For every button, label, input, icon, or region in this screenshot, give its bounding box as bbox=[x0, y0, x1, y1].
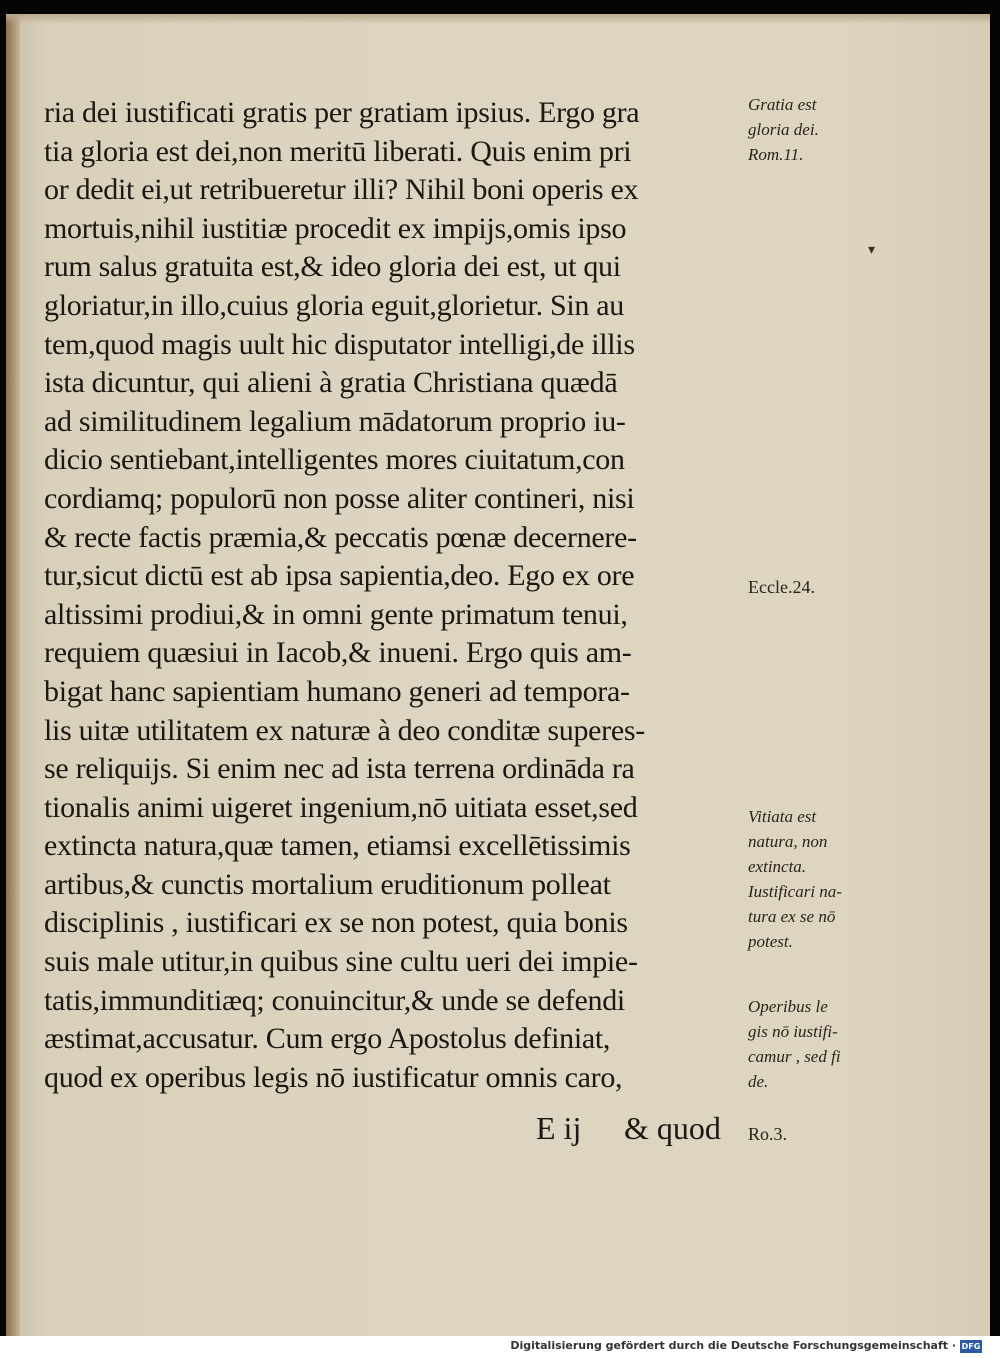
signature-mark: E ij bbox=[536, 1110, 582, 1146]
text-line: dicio sentiebant,intelligentes mores ciuitatum,con bbox=[44, 443, 625, 477]
text-line: tatis,immunditiæq; conuincitur,& unde se defendi bbox=[44, 983, 625, 1017]
text-line: disciplinis , iustificari ex se non potest, quia bonis bbox=[44, 906, 628, 940]
margin-note-line: Operibus le bbox=[748, 997, 828, 1016]
margin-note-line: camur , sed fi bbox=[748, 1047, 841, 1066]
text-line: altissimi prodiui,& in omni gente primatum tenui, bbox=[44, 597, 628, 631]
text-line: requiem quæsiui in Iacob,& inueni. Ergo quis am- bbox=[44, 636, 632, 670]
text-line: ria dei iustificati gratis per gratiam ipsius. Ergo gra bbox=[44, 96, 640, 129]
text-line: gloriatur,in illo,cuius gloria eguit,glorietur. Sin au bbox=[44, 288, 625, 322]
text-line: rum salus gratuita est,& ideo gloria dei est, ut qui bbox=[44, 250, 621, 284]
margin-note-line: Eccle.24. bbox=[748, 577, 815, 597]
margin-note-line: Vitiata est bbox=[748, 807, 817, 826]
body-text bbox=[44, 94, 764, 1097]
margin-note-line: Iustificari na- bbox=[748, 882, 842, 901]
text-line: tia gloria est dei,non meritū liberati. Quis enim pri bbox=[44, 134, 632, 168]
footer-bar bbox=[0, 1336, 1000, 1358]
catchword: & quod bbox=[624, 1110, 721, 1146]
margin-note-line: Ro.3. bbox=[748, 1124, 788, 1144]
text-line: or dedit ei,ut retribueretur illi? Nihil boni operis ex bbox=[44, 173, 639, 207]
margin-note-line: gloria dei. bbox=[748, 120, 819, 139]
text-line: lis uitæ utilitatem ex naturæ à deo conditæ superes- bbox=[44, 713, 645, 747]
text-line: suis male utitur,in quibus sine cultu ueri dei impie- bbox=[44, 945, 638, 979]
text-line: cordiamq; populorū non posse aliter contineri, nisi bbox=[44, 481, 635, 515]
text-line: extincta natura,quæ tamen, etiamsi excellētissimis bbox=[44, 829, 631, 863]
text-line: & recte factis præmia,& peccatis pœnæ decernere- bbox=[44, 520, 637, 554]
margin-notes bbox=[748, 14, 988, 1336]
margin-note-line: de. bbox=[748, 1072, 769, 1091]
text-line: quod ex operibus legis nō iustificatur omnis caro, bbox=[44, 1060, 623, 1094]
text-line: bigat hanc sapientiam humano generi ad tempora- bbox=[44, 674, 630, 708]
margin-note-line: Rom.11. bbox=[748, 145, 804, 164]
margin-note bbox=[748, 575, 815, 600]
text-line: tionalis animi uigeret ingenium,nō uitiata esset,sed bbox=[44, 790, 638, 824]
text-line: mortuis,nihil iustitiæ procedit ex impijs,omis ipso bbox=[44, 211, 627, 245]
ink-mark-icon: ▾ bbox=[868, 243, 876, 258]
margin-note bbox=[748, 1122, 787, 1147]
margin-note-line: potest. bbox=[748, 932, 793, 951]
margin-note bbox=[748, 994, 841, 1094]
text-line: tur,sicut dictū est ab ipsa sapientia,deo. Ego ex ore bbox=[44, 559, 635, 593]
text-line: artibus,& cunctis mortalium eruditionum polleat bbox=[44, 867, 611, 901]
text-line: ista dicuntur, qui alieni à gratia Christiana quædā bbox=[44, 366, 618, 400]
text-line: æstimat,accusatur. Cum ergo Apostolus definiat, bbox=[44, 1022, 611, 1056]
dfg-logo-icon: DFG bbox=[961, 1342, 981, 1351]
text-line: ad similitudinem legalium mādatorum proprio iu- bbox=[44, 404, 626, 438]
margin-note-line: Gratia est bbox=[748, 95, 817, 114]
margin-note-line: extincta. bbox=[748, 857, 807, 876]
text-line: se reliquijs. Si enim nec ad ista terrena ordināda ra bbox=[44, 752, 635, 786]
text-line: tem,quod magis uult hic disputator intelligi,de illis bbox=[44, 327, 635, 361]
margin-note bbox=[748, 92, 819, 167]
funding-credit: Digitalisierung gefördert durch die Deutsche Forschungsgemeinschaft · bbox=[510, 1339, 956, 1352]
margin-note-line: tura ex se nō bbox=[748, 907, 836, 926]
margin-note bbox=[748, 804, 842, 954]
margin-note-line: gis nō iustifi- bbox=[748, 1022, 838, 1041]
margin-note-line: natura, non bbox=[748, 832, 828, 851]
book-page bbox=[6, 14, 990, 1336]
